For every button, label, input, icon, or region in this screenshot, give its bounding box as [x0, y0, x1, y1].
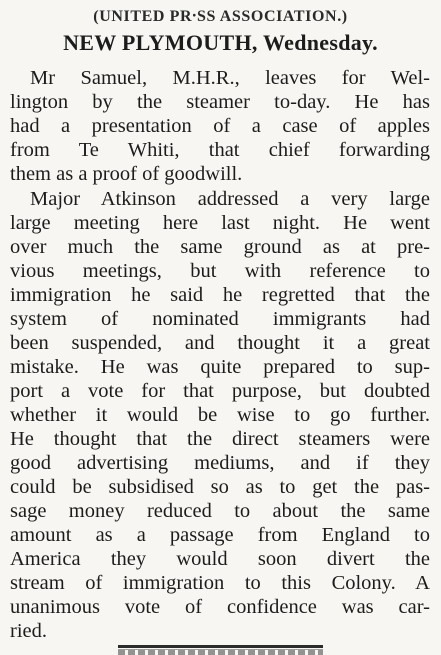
text-line: could be subsidised so as to get the pas- [10, 476, 430, 498]
text-line: large meeting here last night. He went [10, 212, 430, 234]
text-line: over much the same ground as at pre- [10, 236, 430, 258]
text-line: good advertising mediums, and if they [10, 452, 430, 474]
text-line: amount as a passage from England to [10, 524, 430, 546]
text-line: been suspended, and thought it a great [10, 332, 430, 354]
text-line: had a presentation of a case of apples [10, 115, 430, 137]
text-line: Major Atkinson addressed a very large [30, 188, 430, 210]
text-line: from Te Whiti, that chief forwarding [10, 139, 430, 161]
next-heading-fragment [118, 649, 323, 655]
text-line: stream of immigration to this Colony. A [10, 572, 430, 594]
text-line: system of nominated immigrants had [10, 308, 430, 330]
text-line: immigration he said he regretted that the [10, 284, 430, 306]
dateline-heading: NEW PLYMOUTH, Wednesday. [63, 30, 378, 55]
text-line: unanimous vote of confidence was car- [10, 596, 430, 618]
text-line: ried. [10, 620, 47, 642]
text-line: whether it would be wise to go further. [10, 404, 430, 426]
section-divider [118, 645, 323, 648]
text-line: America they would soon divert the [10, 548, 430, 570]
text-line: lington by the steamer to-day. He has [10, 91, 430, 113]
text-line: port a vote for that purpose, but doubted [10, 380, 430, 402]
text-line: vious meetings, but with reference to [10, 260, 430, 282]
text-line: Mr Samuel, M.H.R., leaves for Wel- [30, 67, 430, 89]
agency-credit: (UNITED PR⸱SS ASSOCIATION.) [93, 8, 348, 25]
text-line: mistake. He was quite prepared to sup- [10, 356, 430, 378]
text-line: them as a proof of goodwill. [10, 163, 243, 185]
text-line: sage money reduced to about the same [10, 500, 430, 522]
text-line: He thought that the direct steamers were [10, 428, 430, 450]
